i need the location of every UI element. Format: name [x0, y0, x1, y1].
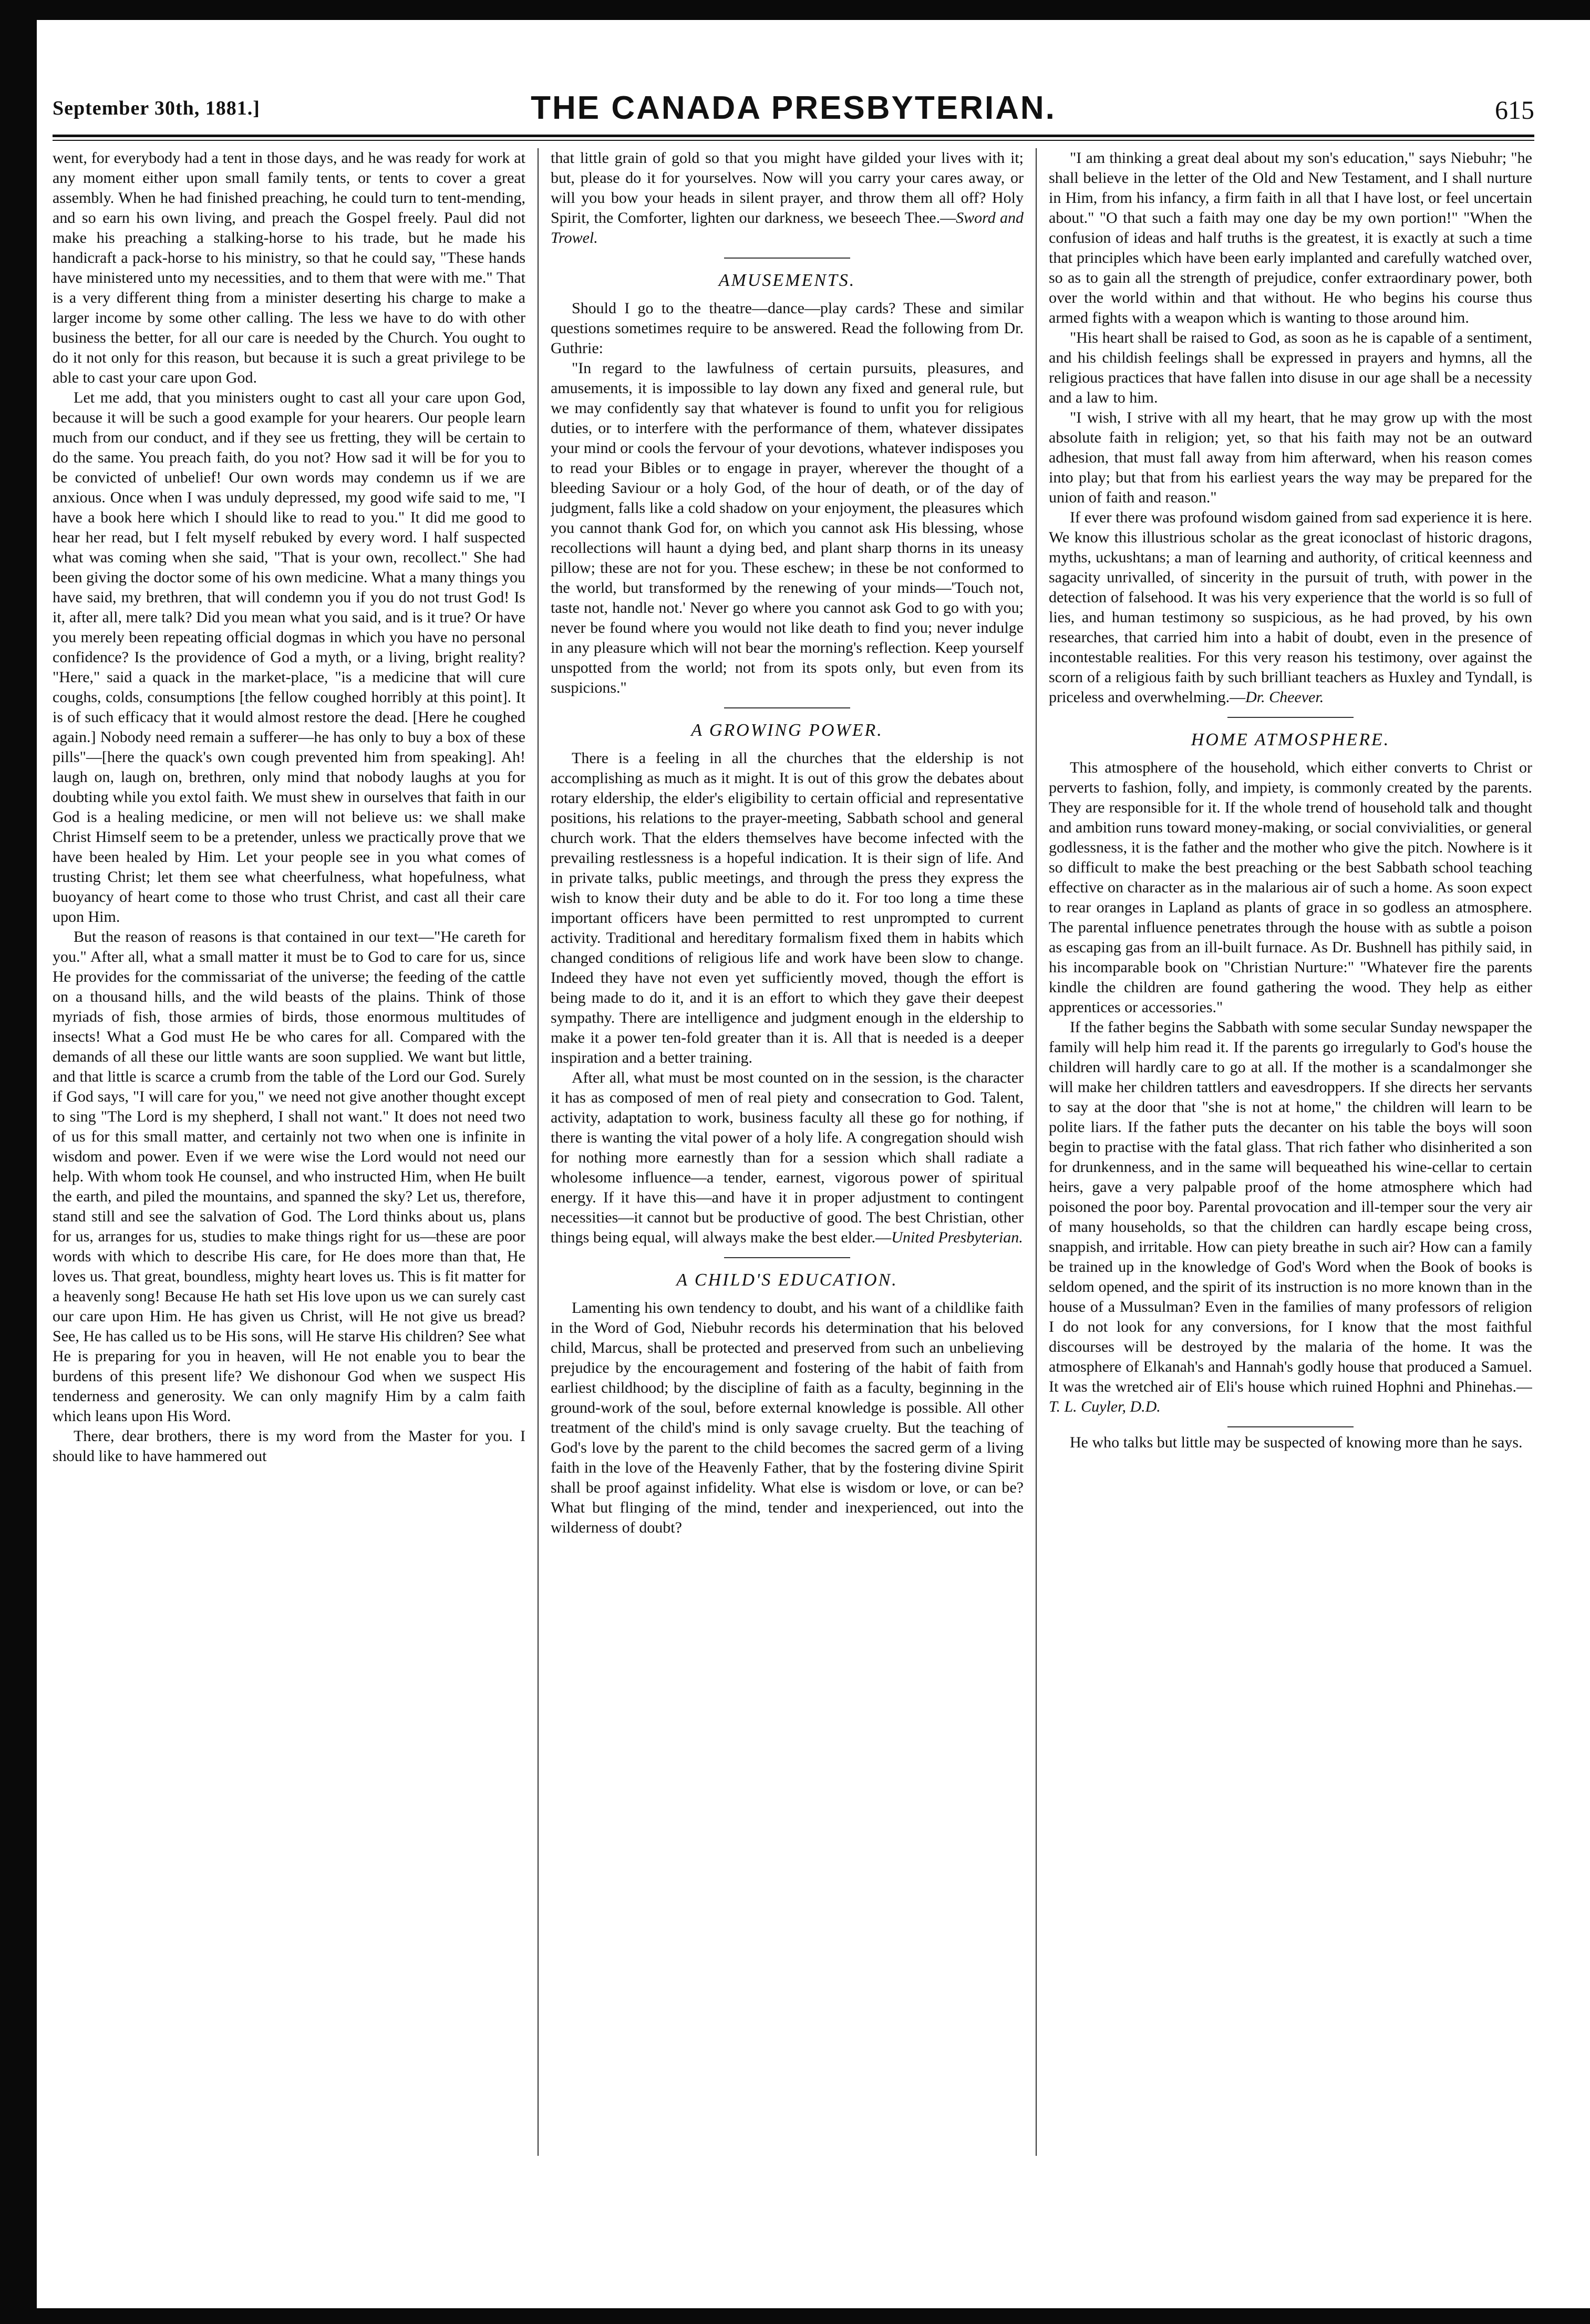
issue-date: September 30th, 1881.]: [53, 97, 260, 119]
body-paragraph: But the reason of reasons is that contained in our text—"He careth for you." After all, what a small matter it must be to God to care for us, since He provides for the commissariat of the universe; the feeding of the cattle on a thousand hills, and the wild beasts of the plains. Think of those myriads of fish, those armies of birds, those enormous multitudes of insects! What a God must He be who cares for all. Compared with the demands of all these our little wants are soon supplied. We want but little, and that little is scarce a crumb from the table of the Lord our God. Surely if God says, "I will care for you," we need not give another thought except to sing "The Lord is my shepherd, I shall not want." It does not need two of us for this small matter, and certainly not two when one is infinite in wisdom and power. Even if we were wise the Lord would not need our help. With whom took He counsel, and who instructed Him, when He built the earth, and piled the mountains, and spanned the sky? Let us, therefore, stand still and see the salvation of God. The Lord thinks about us, plans for us, arranges for us, studies to make things right for us—these are poor words with which to describe His care, for He does more than that, He loves us. That great, boundless, mighty heart loves us. This is fit matter for a heavenly song! Because He hath set His love upon us we can surely cast our care upon Him. He has given us Christ, will He not give us bread? See, He has called us to be His sons, will He starve His children? See what He is preparing for you in heaven, will He not enable you to bear the burdens of this present life? We dishonour God when we suspect His tenderness and generosity. We can only magnify Him by a calm faith which leans upon His Word.: [53, 928, 525, 1425]
body-paragraph: Lamenting his own tendency to doubt, and his want of a childlike faith in the Word of God, Niebuhr records his determination that his beloved child, Marcus, shall be protected and preserved from such an unbelieving prejudice by the encouragement and fostering of the habit of faith from earliest childhood; by the discipline of faith as a faculty, beginning in the ground-work of the soul, before external knowledge is possible. All other treatment of the child's mind is only savage cruelty. But the teaching of God's love by the parent to the child becomes the sacred germ of a living faith in the love of the Heavenly Father, that by the fostering divine Spirit shall be proof against infidelity. What else is wisdom or love, or can be? What but flinging of the mind, tender and inexperienced, out into the wilderness of doubt?: [551, 1299, 1024, 1536]
source-attribution: Sword and Trowel.: [551, 209, 1024, 246]
scan-border-bottom: [0, 2308, 1590, 2324]
paragraph-text: After all, what must be most counted on in the session, is the character it has as composed of men of real piety and consecration to God. Talent, activity, adaptation to work, business faculty all these go for nothing, if there is wanting the vital power of a holy life. A congregation should wish for nothing more earnestly than for a session which shall radiate a wholesome influence—a tender, earnest, vigorous power of spiritual energy. If it have this—and have it in proper adjustment to contingent necessities—it cannot but be productive of good. The best Christian, other things being equal, will always make the best elder.—: [551, 1069, 1024, 1246]
body-paragraph: Let me add, that you ministers ought to cast all your care upon God, because it will be such a good example for your hearers. Our people learn much from our conduct, and if they see us fretting, they will be certain to do the same. You preach faith, do you not? How sad it will be for you to be convicted of unbelief! Our own words may condemn us if we are anxious. Once when I was unduly depressed, my good wife said to me, "I have a book here which I should like to read to you." It did me good to hear her read, but I felt myself rebuked by every word. I half suspected what was coming when she said, "That is your own, recollect." She had been giving the doctor some of his own medicine. What a many things you have said, my brethren, that will condemn you if you do not trust God! Is it, after all, mere talk? Did you mean what you said, and is it true? Or have you merely been repeating official dogmas in which you have no personal confidence? Is the providence of God a myth, or a living, bright reality? "Here," said a quack in the market-place, "is a medicine that will cure coughs, colds, consumptions [the fellow coughed horribly at this point]. It is of such efficacy that it would almost restore the dead. [Here he coughed again.] Nobody need remain a sufferer—he has only to buy a box of these pills"—[here the quack's own cough prevented him from speaking]. Ah! laugh on, laugh on, brethren, only mind that nobody laughs at you for doubting while you extol faith. We must shew in ourselves that faith in our God is a healing medicine, or men will not believe us: we shall make Christ Himself seem to be a pretender, unless we practically prove that we have been healed by Him. Let your people see in you what comes of trusting Christ; let them see what cheerfulness, what hopefulness, what buoyancy of heart come to those who trust Christ, and cast all their care upon Him.: [53, 389, 525, 926]
article-separator: [1227, 1426, 1354, 1427]
body-paragraph: "I wish, I strive with all my heart, that he may grow up with the most absolute faith in religion; yet, so that his faith may not be an outward adhesion, that must fall away from him afterward, when his reason comes into play; but that from his earliest years the way may be prepared for the union of faith and reason.": [1049, 409, 1532, 506]
heading-childs-education: A CHILD'S EDUCATION.: [676, 1270, 898, 1290]
article-continuation: [551, 148, 1024, 248]
body-paragraph: Should I go to the theatre—dance—play cards? These and similar questions sometimes require to be answered. Read the following from Dr. Guthrie:: [551, 300, 1024, 357]
heading-amusements: AMUSEMENTS.: [718, 271, 856, 290]
page-number: 615: [1495, 95, 1534, 125]
continuation-text: that little grain of gold so that you might have gilded your lives with it; but, please do it for yourselves. Now will you carry your cares away, or will you bow your heads in silent prayer, and throw them all off? Holy Spirit, the Comforter, lighten our darkness, we beseech Thee.—: [551, 149, 1024, 227]
body-paragraph: "I am thinking a great deal about my son's education," says Niebuhr; "he shall believe in the letter of the Old and New Testament, and I shall nurture in Him, from his infancy, a firm faith in all that I have lost, or feel uncertain about." "O that such a faith may one day be my own portion!" "When the confusion of ideas and half truths is the greatest, it is exactly at such a time that principles which have been early implanted and carefully watched over, so as to gain all the strength of prejudice, confer extraordinary power, both over the world within and that without. He who begins his course thus armed fights with a weapon which is wanting to those around him.: [1049, 149, 1532, 326]
article-separator: [724, 1257, 850, 1258]
article-separator: [724, 707, 850, 708]
column-2: [551, 148, 1024, 2156]
article-separator: [724, 258, 850, 259]
article-separator: [1227, 717, 1354, 718]
body-paragraph: "In regard to the lawfulness of certain pursuits, pleasures, and amusements, it is impossible to lay down any fixed and general rule, but we may confidently say that whatever is found to unfit you for religious duties, or to interfere with the performance of them, whatever dissipates your mind or cools the fervour of your devotions, whatever indisposes you to read your Bibles or to engage in prayer, wherever the thought of a bleeding Saviour or a holy God, of the hour of death, or of the day of judgment, falls like a cold shadow on your enjoyment, the pleasures which you cannot thank God for, on which you cannot ask His blessing, whose recollections will haunt a dying bed, and plant sharp thorns in its uneasy pillow; these are not for you. These eschew; in these be not conformed to the world, but transformed by the renewing of your minds—'Touch not, taste not, handle not.' Never go where you cannot ask God to go with you; never be found where you would not like death to find you; never indulge in any pleasure which will not bear the morning's reflection. Keep yourself unspotted from the world; not from its spots only, but even from its suspicions.": [551, 359, 1024, 696]
header-rule-thick: [53, 135, 1534, 137]
paragraph-text: If the father begins the Sabbath with some secular Sunday newspaper the family will help him read it. If the parents go irregularly to God's house the children will hardly care to go at all. If the mother is a scandalmonger she will make her children tattlers and eavesdroppers. If she directs her servants to say at the door that "she is not at home," the children will learn to be polite liars. If the father puts the decanter on his table the boys will soon begin to practise with the fatal glass. That rich father who disinherited a son for drunkenness, and in the same will bequeathed his wine-cellar to certain heirs, gave a very palpable proof of the home atmosphere which had poisoned the poor boy. Parental provocation and ill-temper sour the very air of many households, so that the children can hardly escape being cross, snappish, and irritable. How can piety breathe in such air? How can a family be trained up in the knowledge of God's Word when the Book of books is seldom opened, and the spirit of its instruction is no more known than in the house of a Mussulman? Even in the families of many professors of religion I do not look for any conversions, for I know that the most faithful discourses will be destroyed by the malaria of the home. It was the atmosphere of Elkanah's and Hannah's godly house that produced a Samuel. It was the wretched air of Eli's house which ruined Hophni and Phinehas.—: [1049, 1019, 1532, 1395]
column-3: [1049, 148, 1532, 2156]
heading-home-atmosphere: HOME ATMOSPHERE.: [1191, 730, 1390, 749]
scan-border-left: [0, 0, 37, 2324]
column-divider: [538, 148, 539, 2156]
body-paragraph: There, dear brothers, there is my word from the Master for you. I should like to have hammered out: [53, 1427, 525, 1465]
body-paragraph: went, for everybody had a tent in those days, and he was ready for work at any moment either upon small family tents, or tents to cover a great assembly. When he had finished preaching, he could turn to tent-mending, and so earn his own living, and preach the Gospel freely. Paul did not make his preaching a stalking-horse to his trade, but he made his handicraft a pack-horse to his ministry, so that he could say, "These hands have ministered unto my necessities, and to them that were with me." That is a very different thing from a minister deserting his charge to make a larger income by some other calling. The less we have to do with other business the better, for all our care is needed by the Church. You ought to do it not only for this reason, but because it is such a great privilege to be able to cast your care upon God.: [53, 149, 525, 386]
source-attribution: United Presbyterian.: [891, 1229, 1023, 1246]
closing-maxim: He who talks but little may be suspected of knowing more than he says.: [1070, 1434, 1523, 1451]
body-paragraph: There is a feeling in all the churches that the eldership is not accomplishing as much as it might. It is out of this grow the debates about rotary eldership, the elder's eligibility to certain official and representative positions, his relations to the prayer-meeting, Sabbath school and general church work. That the elders themselves have become infected with the prevailing restlessness is a hopeful indication. It is their sign of life. And in private talks, public meetings, and through the press they express the wish to know their duty and be able to do it. For too long a time these important officers have been permitted to rest unprompted to current activity. Traditional and hereditary formalism fixed them in habits which changed conditions of religious life and work have been slow to change. Indeed they have not even yet sufficiently moved, though the effort is being made to do it, and it is an effort to which they gave their deepest sympathy. There are intelligence and judgment enough in the eldership to make it a power ten-fold greater than it is. All that is needed is a deeper inspiration and a better training.: [551, 749, 1024, 1066]
column-1: [53, 148, 525, 2156]
heading-growing-power: A GROWING POWER.: [691, 721, 883, 740]
body-paragraph: [1049, 508, 1532, 707]
paragraph-text: If ever there was profound wisdom gained from sad experience it is here. We know this illustrious scholar as the great iconoclast of historic dragons, myths, uckushtans; a man of learning and authority, of critical keenness and sagacity unrivalled, of sincerity in the pursuit of truth, with power in the detection of falsehood. It was his very experience that the world is so full of lies, and human testimony so suspicious, as he had proved, by his own researches, that carried him into a habit of doubt, even in the presence of incontestable realities. For this very reason his testimony, over against the scorn of a religious faith by such brilliant teachers as Huxley and Tyndall, is priceless and overwhelming.—: [1049, 509, 1532, 706]
scan-border-top: [0, 0, 1590, 20]
body-paragraph: [551, 1068, 1024, 1248]
page-header: [53, 89, 1534, 131]
body-paragraph: "His heart shall be raised to God, as soon as he is capable of a sentiment, and his childish feelings shall be expressed in prayers and hymns, all the religious practices that have fallen into disuse in our age shall be a necessity and a law to him.: [1049, 329, 1532, 406]
header-rule-thin: [53, 140, 1534, 141]
column-divider: [1036, 148, 1037, 2156]
source-attribution: T. L. Cuyler, D.D.: [1049, 1398, 1161, 1415]
body-paragraph: [1049, 1017, 1532, 1417]
body-paragraph: This atmosphere of the household, which either converts to Christ or perverts to fashion, folly, and impiety, is commonly created by the parents. They are responsible for it. If the whole trend of household talk and thought and ambition runs toward money-making, or social convivialities, or general godlessness, it is the father and the mother who give the pitch. Nowhere is it so difficult to make the best preaching or the best Sabbath school teaching effective on character as in the malarious air of such a home. As soon expect to rear oranges in Lapland as plants of grace in so godless an atmosphere. The parental influence penetrates through the house with as subtle a poison as escaping gas from an ill-built furnace. As Dr. Bushnell has pithily said, in his incomparable book on "Christian Nurture:" "Whatever fire the parents kindle the children are found gathering the wood. They help as either apprentices or accessories.": [1049, 759, 1532, 1016]
masthead-title: THE CANADA PRESBYTERIAN.: [531, 90, 1056, 126]
source-attribution: Dr. Cheever.: [1245, 688, 1324, 706]
